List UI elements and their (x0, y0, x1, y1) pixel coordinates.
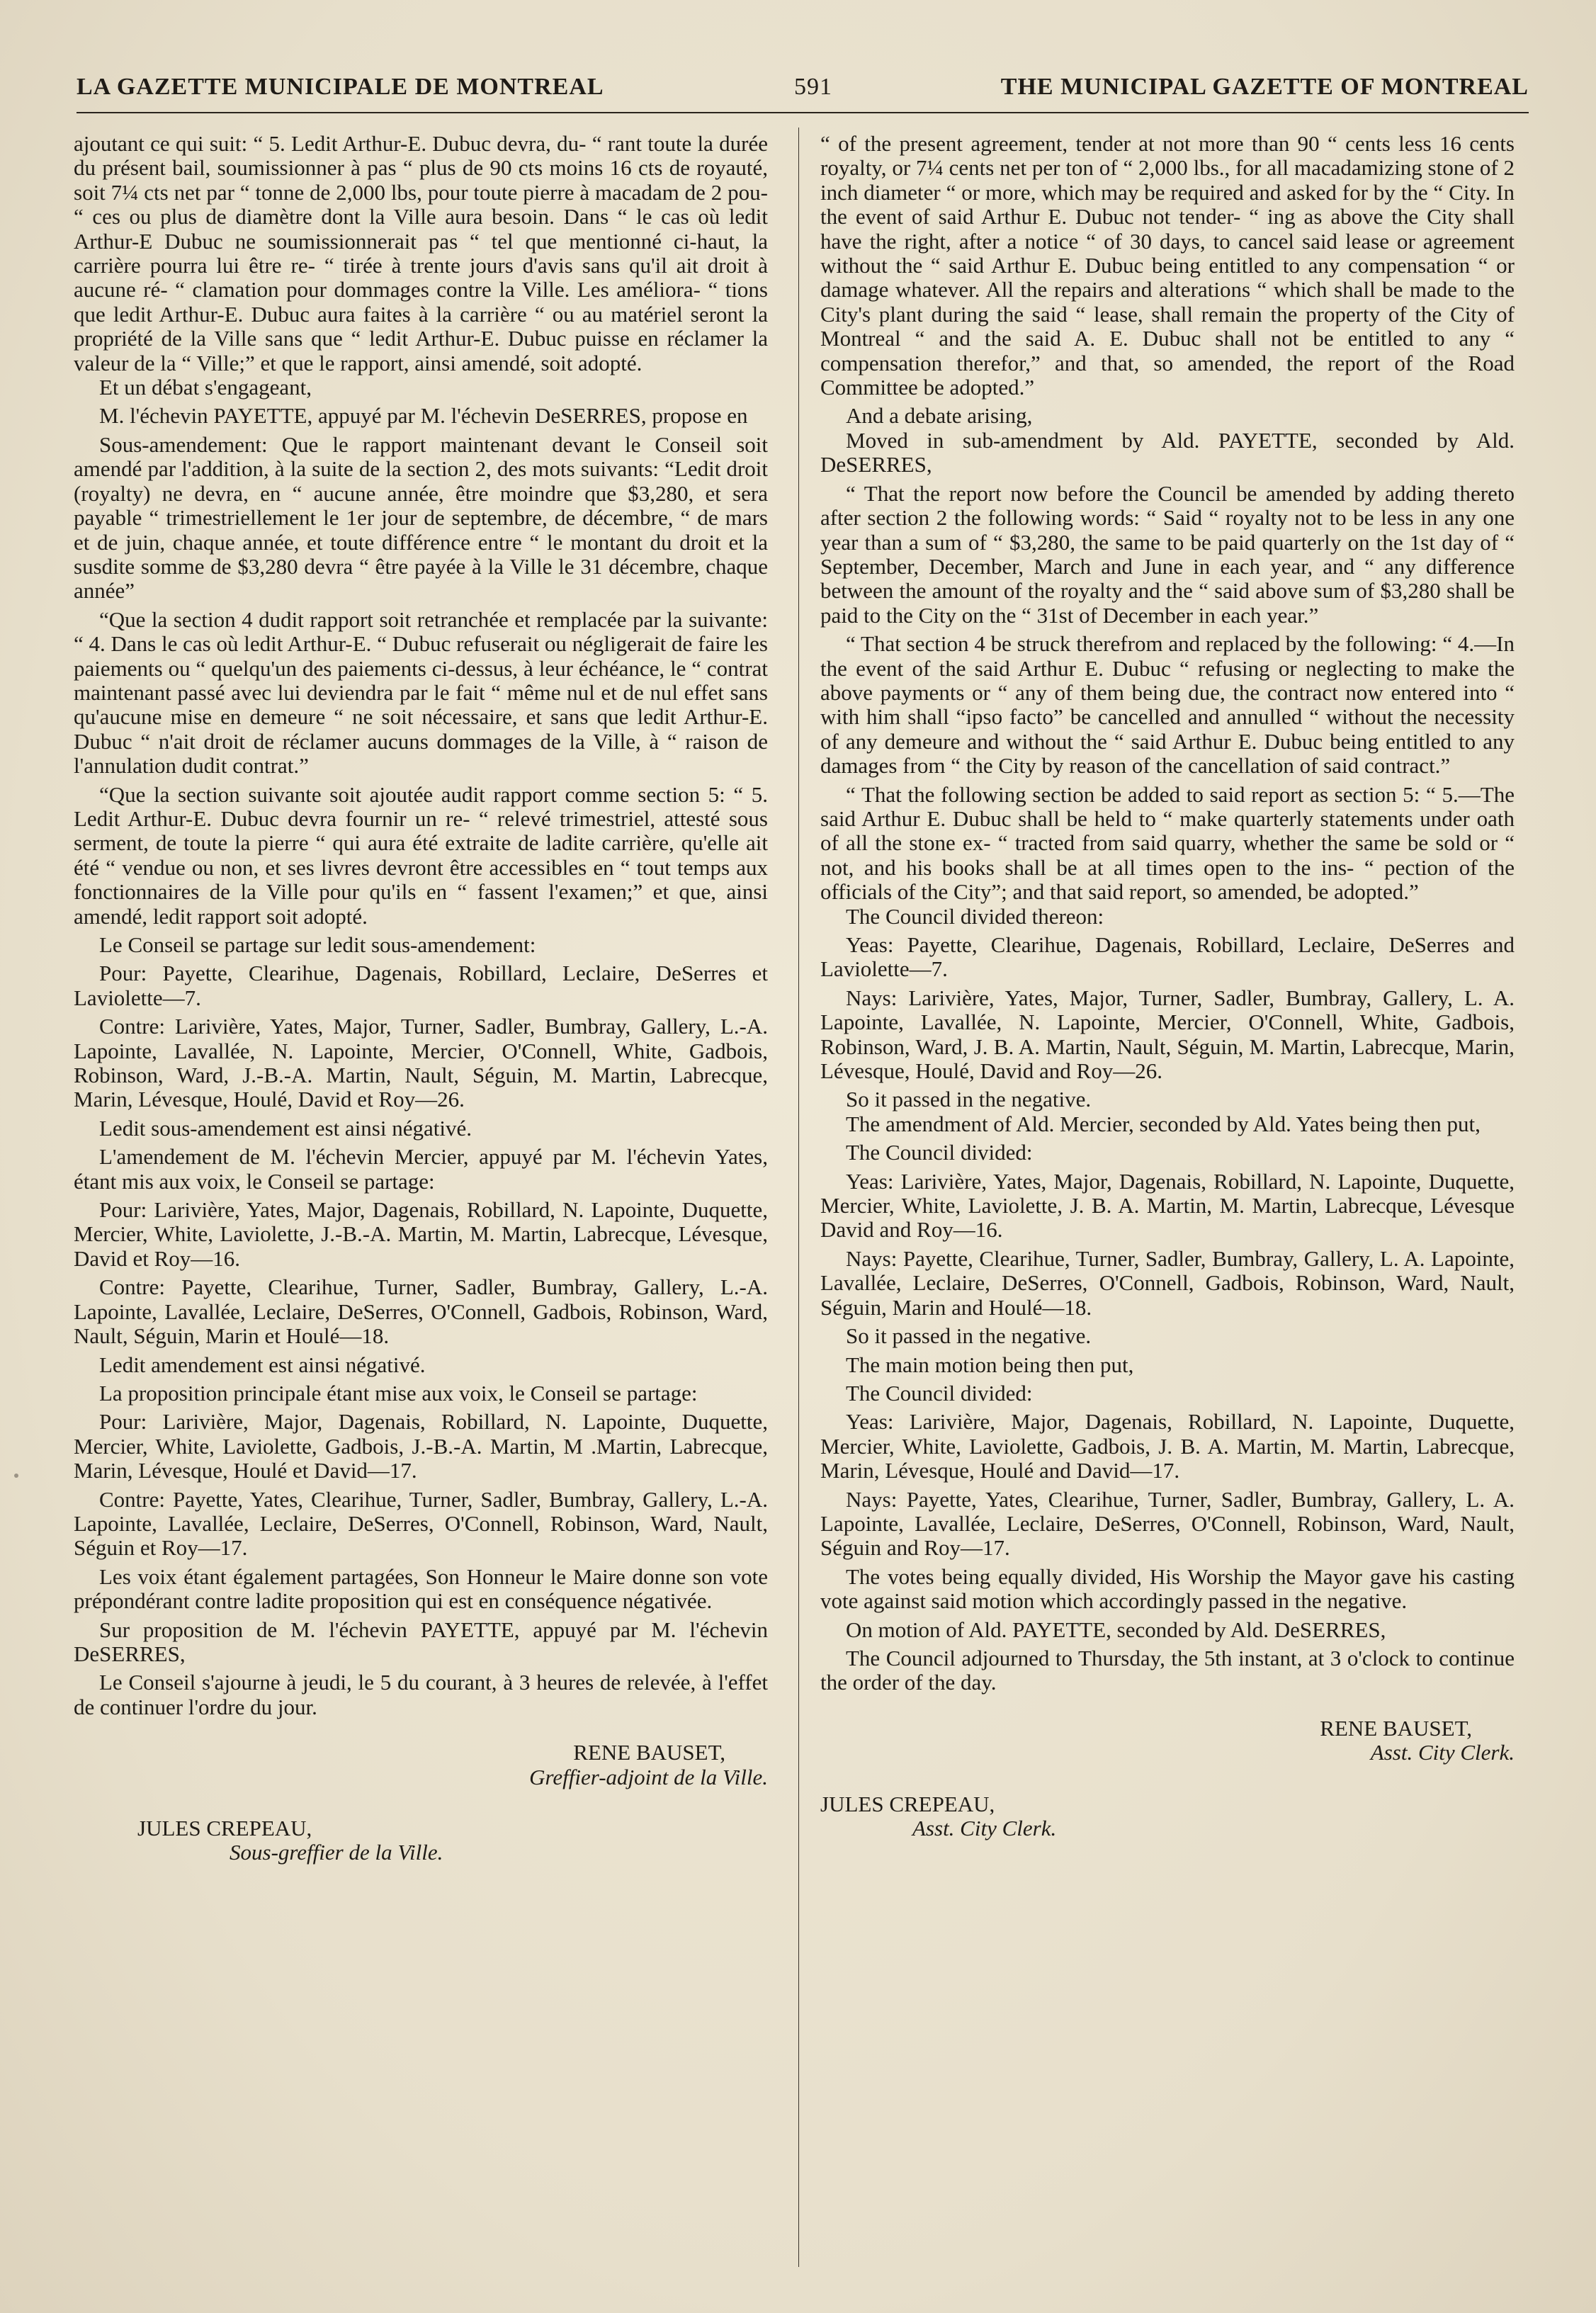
paragraph: Les voix étant également partagées, Son Honneur le Maire donne son vote prépondérant contre ladite proposition qui est en conséquence négativée. (74, 1563, 768, 1614)
signature-block (820, 1717, 1515, 1765)
paragraph: “ That the following section be added to said report as section 5: “ 5.—The said Arthur E. Dubuc shall be held to “ make quarterly statements under oath of all the stone ex- “ tracted from said quarry, whether the same be sold or “ not, and his books shall be at all times open to the ins- “ pection of the officials of the City”; and that said report, so amended, be adopted.” (820, 781, 1515, 905)
paragraph: L'amendement de M. l'échevin Mercier, appuyé par M. l'échevin Yates, étant mis aux voix, le Conseil se partage: (74, 1144, 768, 1194)
paragraph: The Council divided: (846, 1380, 1033, 1406)
paragraph: Sur proposition de M. l'échevin PAYETTE, appuyé par M. l'échevin DeSERRES, (74, 1617, 768, 1666)
clerk-block (137, 1816, 768, 1865)
header-french-title: LA GAZETTE MUNICIPALE DE MONTREAL (77, 74, 604, 100)
paragraph: “Que la section 4 dudit rapport soit retranchée et remplacée par la suivante: “ 4. Dans le cas où ledit Arthur-E. “ Dubuc refuserait ou négligerait de faire les paiements ou “ quelqu'un des paiements ci-dessus, à leur échéance, le “ contrat maintenant passé avec lui deviendra par le fait “ même nul et de nul effet sans qu'aucune mise en demeure “ ne soit nécessaire, et sans que ledit Arthur-E. Dubuc “ n'ait droit de réclamer aucuns dommages de la Ville, à “ raison de l'annulation dudit contrat.” (74, 606, 768, 779)
paragraph: “ That section 4 be struck therefrom and replaced by the following: “ 4.—In the event of the said Arthur E. Dubuc “ refusing or neglecting to make the above payments or “ any of them being due, the contract now entered into “ with him shall “ipso facto” be cancelled and annulled “ without the necessity of any demeure and without the “ said Arthur E. Dubuc being entitled to any damages from “ the City by reason of the cancellation of said contract.” (820, 631, 1515, 779)
clerk-name: JULES CREPEAU, (820, 1791, 995, 1816)
paragraph: La proposition principale étant mise aux voix, le Conseil se partage: (99, 1380, 698, 1406)
vote-for: Pour: Larivière, Major, Dagenais, Robillard, N. Lapointe, Duquette, Mercier, White, Laviolette, Gadbois, J.-B.-A. Martin, M .Martin, Labrecque, Marin, Lévesque, Houlé et David—17. (74, 1409, 768, 1483)
paragraph: “Que la section suivante soit ajoutée audit rapport comme section 5: “ 5. Ledit Arthur-E. Dubuc devra fournir un re- “ relevé trimestriel, attesté sous serment, de toute la pierre “ qui aura été extraite de ladite carrière, qu'elle ait été “ vendue ou non, et ses livres devront être accessibles en “ tout temps aux fonctionnaires de la Ville pour qu'ils en “ fassent l'examen;” et que, ainsi amendé, ledit rapport soit adopté. (74, 781, 768, 929)
signature-title: Greffier-adjoint de la Ville. (529, 1764, 768, 1789)
vote-yeas: Yeas: Larivière, Yates, Major, Dagenais, Robillard, N. Lapointe, Duquette, Mercier, White, Laviolette, J. B. A. Martin, M. Martin, Labrecque, Lévesque David and Roy—16. (820, 1168, 1515, 1243)
paragraph: Ledit amendement est ainsi négativé. (99, 1352, 426, 1377)
vote-nays: Nays: Larivière, Yates, Major, Turner, Sadler, Bumbray, Gallery, L. A. Lapointe, Lavallée, N. Lapointe, Mercier, O'Connell, White, Gadbois, Robinson, Ward, J. B. A. Martin, Nault, Séguin, M. Martin, Labrecque, Marin, Lévesque, Houlé, David and Roy—26. (820, 985, 1515, 1084)
paper-speck (14, 1474, 18, 1478)
paragraph: “ of the present agreement, tender at not more than 90 “ cents less 16 cents royalty, or 7¼ cents net per ton of “ 2,000 lbs., for all macadamizing stone of 2 inch diameter “ or more, which may be required and asked for by the “ City. In the event of said Arthur E. Dubuc not tender- “ ing as above the City shall have the right, after a notice “ of 30 days, to cancel said lease or agreement without the “ said Arthur E. Dubuc being entitled to any compensation “ or damage whatever. All the repairs and alterations “ which shall be made to the City's plant during the said “ lease, shall remain the property of the City of Montreal “ and the said A. E. Dubuc shall not be entitled to any “ compensation therefor,” and that, so amended, the report of the Road Committee be adopted.” (820, 131, 1515, 400)
paragraph: And a debate arising, (846, 403, 1033, 429)
clerk-title: Asst. City Clerk. (912, 1816, 1057, 1840)
vote-yeas: Yeas: Larivière, Major, Dagenais, Robillard, N. Lapointe, Duquette, Mercier, White, Laviolette, Gadbois, J. B. A. Martin, M. Martin, Labrecque, Marin, Lévesque, Houlé and David—17. (820, 1409, 1515, 1483)
page-number: 591 (794, 74, 832, 100)
vote-against: Contre: Payette, Clearihue, Turner, Sadler, Bumbray, Gallery, L.-A. Lapointe, Lavallée, Leclaire, DeSerres, O'Connell, Gadbois, Robinson, Ward, Nault, Séguin, Marin et Houlé—18. (74, 1274, 768, 1349)
paragraph: So it passed in the negative. (846, 1087, 1092, 1112)
paragraph: Sous-amendement: Que le rapport maintenant devant le Conseil soit amendé par l'addition, à la suite de la section 2, des mots suivants: “Ledit droit (royalty) ne devra, en “ aucune année, être moindre que $3,280, et sera payable “ trimestriellement le 1er jour de septembre, de décembre, “ de mars et de juin, chaque année, et toute différence entre “ le montant du droit et la susdite somme de $3,280 devra “ être payée à la Ville le 31 décembre, chaque année” (74, 431, 768, 604)
paragraph: The Council adjourned to Thursday, the 5th instant, at 3 o'clock to continue the order of the day. (820, 1645, 1515, 1695)
vote-yeas: Yeas: Payette, Clearihue, Dagenais, Robillard, Leclaire, DeSerres and Laviolette—7. (820, 932, 1515, 982)
vote-nays: Nays: Payette, Clearihue, Turner, Sadler, Bumbray, Gallery, L. A. Lapointe, Lavallée, Leclaire, DeSerres, O'Connell, Gadbois, Robinson, Ward, Nault, Séguin, Marin and Houlé—18. (820, 1245, 1515, 1320)
signature-block (74, 1741, 768, 1789)
paragraph: Le Conseil se partage sur ledit sous-amendement: (99, 932, 536, 957)
paragraph: ajoutant ce qui suit: “ 5. Ledit Arthur-E. Dubuc devra, du- “ rant toute la durée du présent bail, soumissionner à pas “ plus de 90 cts moins 16 cts de royauté, soit 7¼ cts net par “ tonne de 2,000 lbs, pour toute pierre à macadam de 2 pou- “ ces ou plus de diamètre dont la Ville aura besoin. Dans “ le cas où ledit Arthur-E Dubuc ne soumissionnerait pas “ tel que mentionné ci-haut, la carrière pourra lui être re- “ tirée à trente jours d'avis sans qu'il ait droit à aucune ré- “ clamation pour dommages contre la Ville. Les améliora- “ tions que ledit Arthur-E. Dubuc aura faites à la carrière “ ou au matériel seront la propriété de la Ville sans que “ ledit Arthur-E. Dubuc puisse en réclamer la valeur de la “ Ville;” et que le rapport, ainsi amendé, soit adopté. (74, 131, 768, 375)
page-header (77, 74, 1529, 108)
paragraph: Le Conseil s'ajourne à jeudi, le 5 du courant, à 3 heures de relevée, à l'effet de continuer l'ordre du jour. (74, 1670, 768, 1719)
paragraph: The Council divided thereon: (846, 903, 1104, 929)
signature-title: Asst. City Clerk. (1370, 1740, 1515, 1765)
paragraph: Moved in sub-amendment by Ald. PAYETTE, seconded by Ald. DeSERRES, (820, 427, 1515, 477)
signature-name: RENE BAUSET, (1320, 1715, 1472, 1741)
paragraph: The amendment of Ald. Mercier, seconded by Ald. Yates being then put, (846, 1111, 1481, 1136)
paragraph: On motion of Ald. PAYETTE, seconded by Ald. DeSERRES, (846, 1617, 1386, 1642)
vote-against: Contre: Payette, Yates, Clearihue, Turner, Sadler, Bumbray, Gallery, L.-A. Lapointe, Lavallée, Leclaire, DeSerres, O'Connell, Robinson, Ward, Nault, Séguin et Roy—17. (74, 1486, 768, 1561)
vote-for: Pour: Payette, Clearihue, Dagenais, Robillard, Leclaire, DeSerres et Laviolette—7. (74, 961, 768, 1010)
header-rule (77, 112, 1529, 113)
paragraph: The main motion being then put, (846, 1352, 1134, 1377)
signature-name: RENE BAUSET, (573, 1740, 725, 1765)
paragraph: Et un débat s'engageant, (99, 375, 312, 400)
paragraph: The Council divided: (846, 1140, 1033, 1165)
clerk-name: JULES CREPEAU, (137, 1816, 312, 1840)
vote-for: Pour: Larivière, Yates, Major, Dagenais, Robillard, N. Lapointe, Duquette, Mercier, White, Laviolette, J.-B.-A. Martin, M. Martin, Labrecque, Lévesque, David et Roy—16. (74, 1197, 768, 1271)
french-column (74, 132, 768, 1865)
column-divider (798, 128, 799, 2267)
vote-nays: Nays: Payette, Yates, Clearihue, Turner, Sadler, Bumbray, Gallery, L. A. Lapointe, Lavallée, Leclaire, DeSerres, O'Connell, Robinson, Ward, Nault, Séguin and Roy—17. (820, 1486, 1515, 1561)
paragraph: So it passed in the negative. (846, 1323, 1092, 1349)
english-column (820, 132, 1515, 1840)
clerk-block (820, 1792, 1515, 1841)
clerk-title: Sous-greffier de la Ville. (230, 1840, 443, 1865)
paragraph: “ That the report now before the Council be amended by adding thereto after section 2 the following words: “ Said “ royalty not to be less in any one year than a sum of “ $3,280, the same to be paid quarterly on the 1st day of “ September, December, March and June in each year, and “ any difference between the amount of the royalty and the “ said above sum of $3,280 shall be paid to the City on the “ 31st of December in each year.” (820, 480, 1515, 628)
paragraph: The votes being equally divided, His Worship the Mayor gave his casting vote against said motion which accordingly passed in the negative. (820, 1563, 1515, 1614)
paragraph: M. l'échevin PAYETTE, appuyé par M. l'échevin DeSERRES, propose en (99, 403, 748, 429)
header-english-title: THE MUNICIPAL GAZETTE OF MONTREAL (1000, 74, 1529, 100)
paragraph: Ledit sous-amendement est ainsi négativé. (99, 1115, 472, 1141)
vote-against: Contre: Larivière, Yates, Major, Turner, Sadler, Bumbray, Gallery, L.-A. Lapointe, Lavallée, N. Lapointe, Mercier, O'Connell, White, Gadbois, Robinson, Ward, J.-B.-A. Martin, Nault, Séguin, M. Martin, Labrecque, Marin, Lévesque, Houlé, David et Roy—26. (74, 1014, 768, 1112)
